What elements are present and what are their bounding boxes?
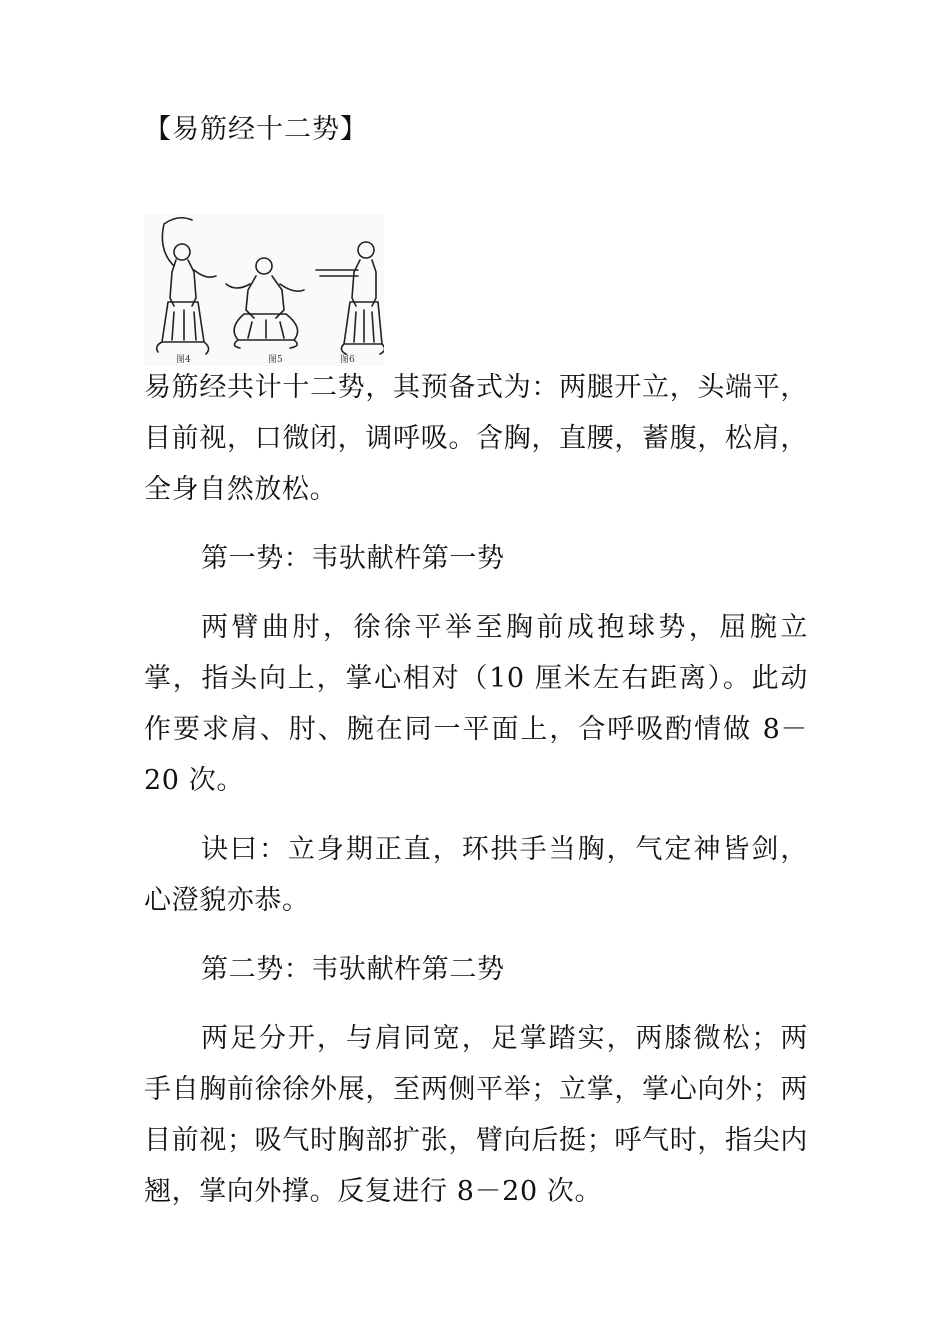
paragraph-intro: 易筋经共计十二势，其预备式为：两腿开立，头端平，目前视，口微闭，调呼吸。含胸，直腰，蓄腹，松肩，全身自然放松。 — [144, 372, 808, 505]
figure-5-drawing — [226, 258, 304, 348]
paragraph-form-1-heading: 第一势：韦驮献杵第一势 — [201, 543, 505, 574]
figure-caption-4: 图4 — [176, 355, 191, 365]
paragraph-form-1-description: 两臂曲肘，徐徐平举至胸前成抱球势，屈腕立掌，指头向上，掌心相对（10 厘米左右距离）。此动作要求肩、肘、腕在同一平面上，合呼吸酌情做 8－20 次。 — [144, 612, 808, 796]
document-body — [144, 362, 808, 1235]
paragraph-form-2-heading: 第二势：韦驮献杵第二势 — [201, 954, 505, 985]
document-title: 【易筋经十二势】 — [144, 114, 368, 145]
figure-caption-5: 图5 — [268, 355, 283, 365]
paragraph-form-1-verse: 诀曰：立身期正直，环拱手当胸，气定神皆剑，心澄貌亦恭。 — [144, 834, 808, 916]
figure-4-drawing — [157, 218, 216, 354]
figure-caption-6: 图6 — [340, 355, 355, 365]
figure-6-drawing — [316, 242, 384, 354]
exercise-figures-drawing — [144, 214, 384, 366]
exercise-illustration — [144, 214, 384, 366]
paragraph-form-2-description: 两足分开，与肩同宽，足掌踏实，两膝微松；两手自胸前徐徐外展，至两侧平举；立掌，掌心向外；两目前视；吸气时胸部扩张，臂向后挺；呼气时，指尖内翘，掌向外撑。反复进行 8－20 次。 — [144, 1023, 808, 1207]
